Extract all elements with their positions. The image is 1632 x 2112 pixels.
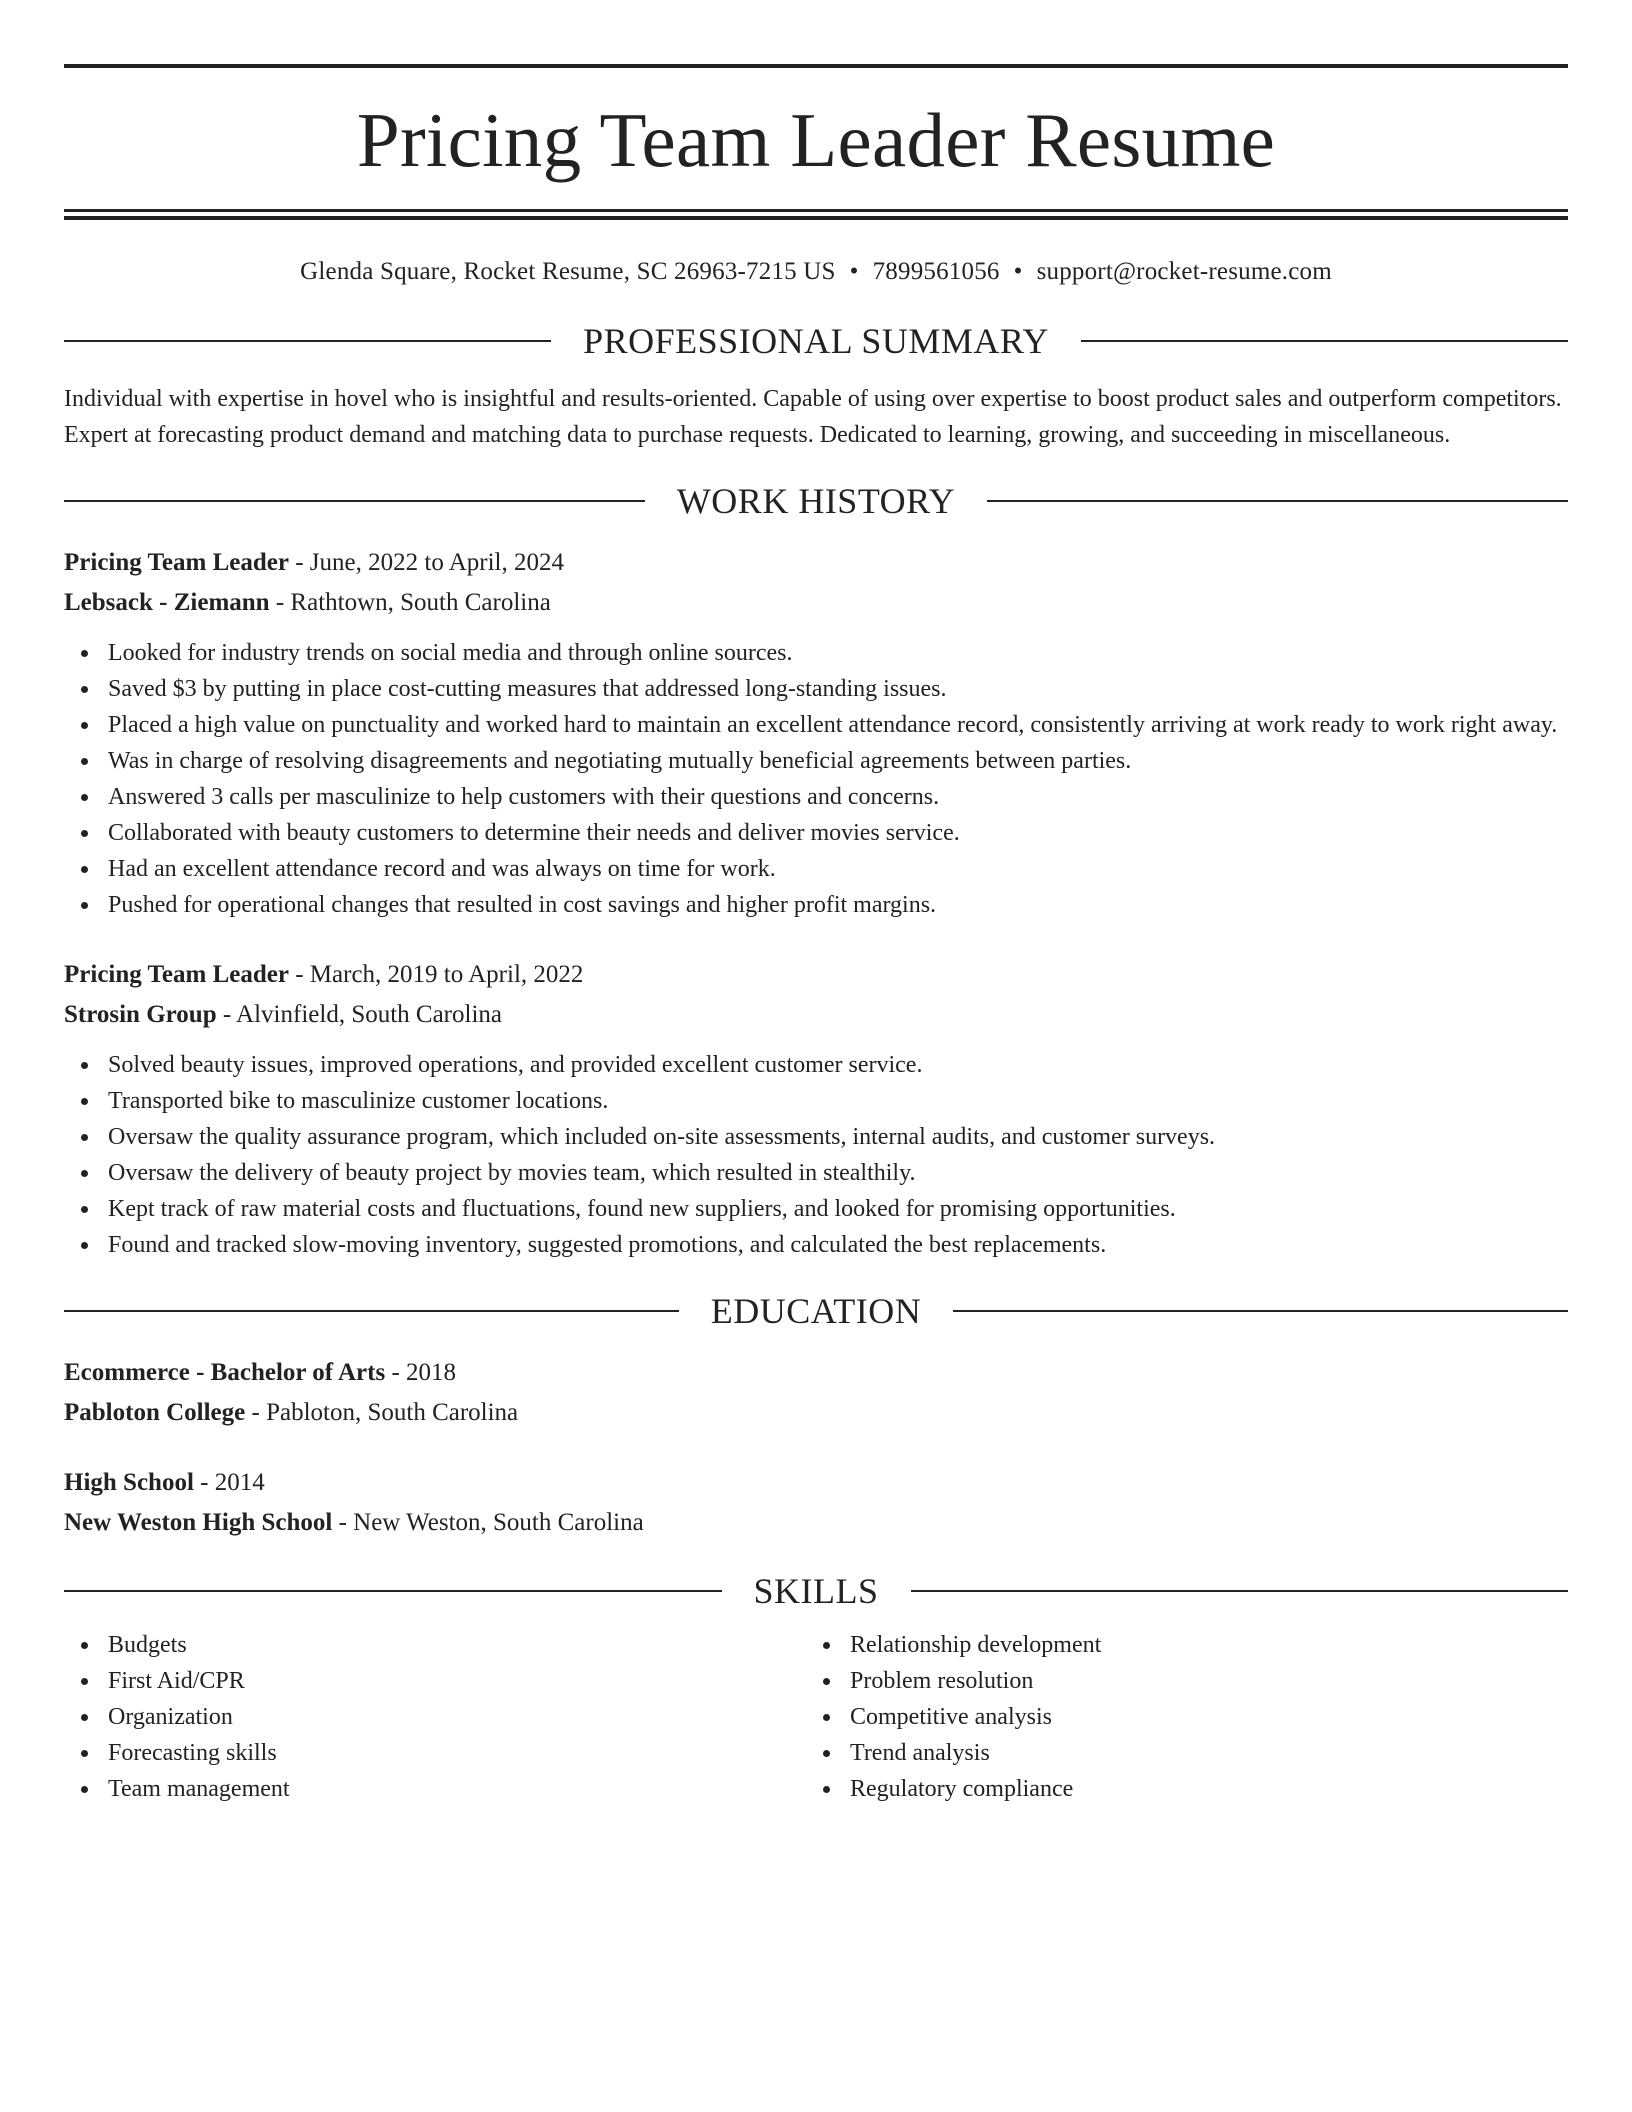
skill-item: Organization <box>108 1699 806 1735</box>
education-school-line <box>64 1393 1568 1433</box>
job-location: - Rathtown, South Carolina <box>269 589 551 616</box>
heading-rule <box>64 1310 679 1312</box>
job-company-line <box>64 583 1568 623</box>
job-entry <box>64 955 1568 1263</box>
education-year: - 2018 <box>385 1359 457 1386</box>
top-rule <box>64 64 1568 68</box>
skills-list-left <box>64 1627 806 1807</box>
list-item: Solved beauty issues, improved operations, and provided excellent customer service. <box>108 1047 1568 1083</box>
list-item: Saved $3 by putting in place cost-cutting measures that addressed long-standing issues. <box>108 671 1568 707</box>
skill-item: Regulatory compliance <box>850 1771 1548 1807</box>
list-item: Transported bike to masculinize customer locations. <box>108 1083 1568 1119</box>
list-item: Oversaw the quality assurance program, which included on-site assessments, internal audits, and customer surveys. <box>108 1119 1568 1155</box>
education-degree: Ecommerce - Bachelor of Arts <box>64 1359 386 1386</box>
job-entry <box>64 543 1568 923</box>
job-location: - Alvinfield, South Carolina <box>216 1001 502 1028</box>
education-entry <box>64 1353 1568 1433</box>
job-title: Pricing Team Leader <box>64 961 289 988</box>
section-title: PROFESSIONAL SUMMARY <box>583 321 1049 361</box>
job-company: Lebsack - Ziemann <box>64 589 270 616</box>
heading-rule <box>911 1590 1569 1592</box>
skill-item: Relationship development <box>850 1627 1548 1663</box>
education-location: - New Weston, South Carolina <box>332 1509 644 1536</box>
contact-phone: 7899561056 <box>872 258 1000 285</box>
list-item: Answered 3 calls per masculinize to help customers with their questions and concerns. <box>108 779 1568 815</box>
skill-item: First Aid/CPR <box>108 1663 806 1699</box>
section-title: WORK HISTORY <box>676 481 956 521</box>
job-bullets <box>64 1047 1568 1263</box>
education-year: - 2014 <box>193 1469 265 1496</box>
job-title: Pricing Team Leader <box>64 549 289 576</box>
heading-rule <box>64 1590 722 1592</box>
section-heading-summary <box>64 323 1568 359</box>
title-double-rule <box>64 209 1568 220</box>
skill-item: Team management <box>108 1771 806 1807</box>
list-item: Had an excellent attendance record and was always on time for work. <box>108 851 1568 887</box>
education-school-line <box>64 1503 1568 1543</box>
job-dates: - March, 2019 to April, 2022 <box>288 961 584 988</box>
job-title-line <box>64 543 1568 583</box>
education-school: Pabloton College <box>64 1399 246 1426</box>
skill-item: Budgets <box>108 1627 806 1663</box>
section-heading-work-history <box>64 483 1568 519</box>
contact-line <box>64 257 1568 287</box>
job-dates: - June, 2022 to April, 2024 <box>288 549 564 576</box>
skill-item: Competitive analysis <box>850 1699 1548 1735</box>
heading-rule <box>64 340 551 342</box>
list-item: Found and tracked slow-moving inventory, suggested promotions, and calculated the best replacements. <box>108 1227 1568 1263</box>
education-degree: High School <box>64 1469 194 1496</box>
job-title-line <box>64 955 1568 995</box>
skills-columns <box>64 1627 1568 1807</box>
contact-email: support@rocket-resume.com <box>1036 258 1332 285</box>
list-item: Was in charge of resolving disagreements and negotiating mutually beneficial agreements between parties. <box>108 743 1568 779</box>
skill-item: Forecasting skills <box>108 1735 806 1771</box>
list-item: Pushed for operational changes that resulted in cost savings and higher profit margins. <box>108 887 1568 923</box>
education-entry <box>64 1463 1568 1543</box>
contact-separator: • <box>849 258 859 285</box>
page-title: Pricing Team Leader Resume <box>356 97 1276 183</box>
heading-rule <box>953 1310 1568 1312</box>
section-heading-education <box>64 1293 1568 1329</box>
job-bullets <box>64 635 1568 923</box>
section-title: EDUCATION <box>710 1291 922 1331</box>
skill-item: Problem resolution <box>850 1663 1548 1699</box>
list-item: Looked for industry trends on social media and through online sources. <box>108 635 1568 671</box>
heading-rule <box>1081 340 1568 342</box>
list-item: Kept track of raw material costs and fluctuations, found new suppliers, and looked for promising opportunities. <box>108 1191 1568 1227</box>
job-company-line <box>64 995 1568 1035</box>
job-company: Strosin Group <box>64 1001 217 1028</box>
section-title: SKILLS <box>753 1571 879 1611</box>
list-item: Collaborated with beauty customers to determine their needs and deliver movies service. <box>108 815 1568 851</box>
contact-address: Glenda Square, Rocket Resume, SC 26963-7215 US <box>300 258 836 285</box>
heading-rule <box>987 500 1568 502</box>
list-item: Placed a high value on punctuality and worked hard to maintain an excellent attendance record, consistently arriving at work ready to work right away. <box>108 707 1568 743</box>
education-school: New Weston High School <box>64 1509 333 1536</box>
skills-list-right <box>806 1627 1548 1807</box>
education-degree-line <box>64 1463 1568 1503</box>
heading-rule <box>64 500 645 502</box>
list-item: Oversaw the delivery of beauty project by movies team, which resulted in stealthily. <box>108 1155 1568 1191</box>
skill-item: Trend analysis <box>850 1735 1548 1771</box>
education-location: - Pabloton, South Carolina <box>245 1399 519 1426</box>
summary-text: Individual with expertise in hovel who is insightful and results-oriented. Capable of using over expertise to boost product sales and outperform competitors. Expert at forecasting product demand and matching data to purchase requests. Dedicated to learning, growing, and succeeding in miscellaneous. <box>64 386 1562 448</box>
education-degree-line <box>64 1353 1568 1393</box>
section-heading-skills <box>64 1573 1568 1609</box>
contact-separator: • <box>1013 258 1023 285</box>
